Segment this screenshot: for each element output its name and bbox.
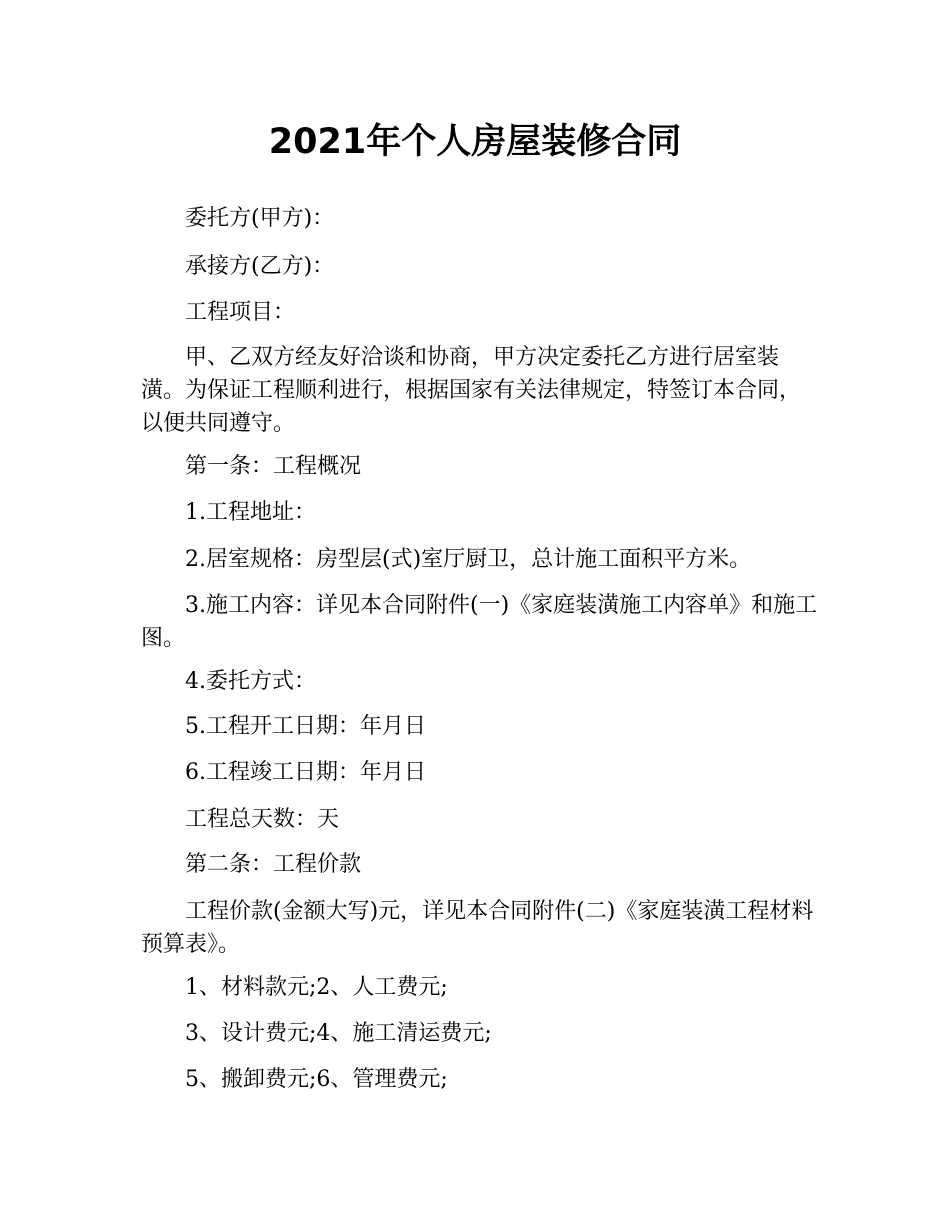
intro-paragraph: 甲、乙双方经友好洽谈和协商，甲方决定委托乙方进行居室装潢。为保证工程顺利进行，根据国家有关法律规定，特签订本合同，以便共同遵守。 xyxy=(141,345,802,436)
completion-date-line: 6.工程竣工日期：年月日 xyxy=(185,760,426,785)
party-a-line: 委托方(甲方)： xyxy=(185,206,335,231)
construction-content-paragraph: 3.施工内容：详见本合同附件(一)《家庭装潢施工内容单》和施工图。 xyxy=(141,593,818,651)
document-title: 2021年个人房屋装修合同 xyxy=(268,122,682,162)
article-2-heading: 第二条：工程价款 xyxy=(185,852,362,877)
project-address-line: 1.工程地址： xyxy=(185,500,316,525)
room-spec-line: 2.居室规格：房型层(式)室厅厨卫，总计施工面积平方米。 xyxy=(185,547,752,572)
total-days-line: 工程总天数：天 xyxy=(185,807,340,832)
fee-line-3: 5、搬卸费元;6、管理费元; xyxy=(185,1067,448,1092)
fee-line-1: 1、材料款元;2、人工费元; xyxy=(185,975,448,1000)
fee-line-2: 3、设计费元;4、施工清运费元; xyxy=(185,1021,492,1046)
price-paragraph: 工程价款(金额大写)元，详见本合同附件(二)《家庭装潢工程材料预算表》。 xyxy=(141,899,814,957)
start-date-line: 5.工程开工日期：年月日 xyxy=(185,714,426,739)
article-1-heading: 第一条：工程概况 xyxy=(185,454,362,479)
project-line: 工程项目： xyxy=(185,300,296,325)
commission-method-line: 4.委托方式： xyxy=(185,669,316,694)
party-b-line: 承接方(乙方)： xyxy=(185,254,335,279)
